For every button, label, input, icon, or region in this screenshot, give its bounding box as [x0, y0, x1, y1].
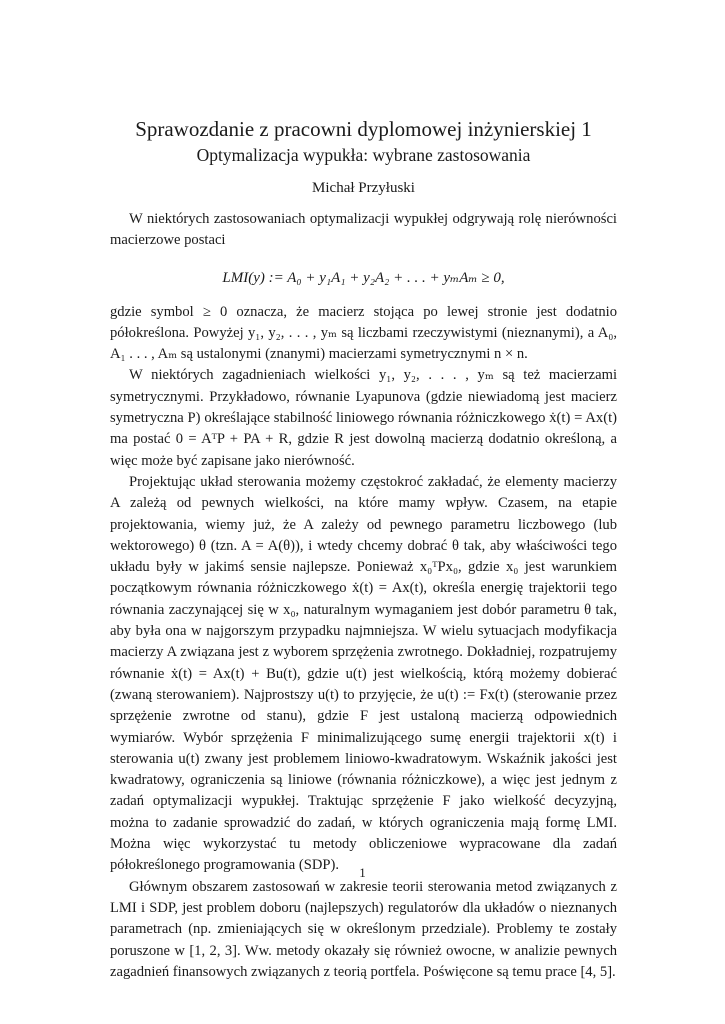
paragraph-intro: W niektórych zastosowaniach optymalizacji wypukłej odgrywają rolę nierówności macierzowe postaci — [110, 211, 617, 249]
lmi-equation: LMI(y) := A₀ + y₁A₁ + y₂A₂ + . . . + yₘAₘ ≥ 0, — [222, 269, 505, 286]
paragraph-lyapunov: W niektórych zagadnieniach wielkości y₁, y₂, . . . , yₘ są też macierzami symetrycznymi. Przykładowo, równanie Lyapunova (gdzie niewiadomą jest macierz symetryczna P) określające stabilność liniowego równania różniczkowego ẋ(t) = Ax(t) ma postać 0 = AᵀP + PA + R, gdzie R jest dowolną macierzą dodatnio określoną, a więc może być zapisane jako nierówność. — [110, 367, 617, 469]
paragraph-control-design: Projektując układ sterowania możemy częstokroć zakładać, że elementy macierzy A zależą od pewnych wielkości, na które mamy wpływ. Czasem, na etapie projektowania, wiemy już, że A zależy od pewnego parametru liczbowego (lub wektorowego) θ (tzn. A = A(θ)), i wtedy chcemy dobrać θ tak, aby właściwości tego układu były w jakimś sensie najlepsze. Ponieważ x₀ᵀPx₀, gdzie x₀ jest warunkiem początkowym równania różniczkowego ẋ(t) = Ax(t), określa energię trajektorii tego równania zaczynającej się w x₀, naturalnym wymaganiem jest dobór parametru θ tak, aby była ona w najgorszym przypadku najmniejsza. W wielu sytuacjach modyfikacja macierzy A związana jest z wyborem sprzężenia zwrotnego. Dokładniej, rozpatrujemy równanie ẋ(t) = Ax(t) + Bu(t), gdzie u(t) jest wielkością, którą możemy dobierać (zwaną sterowaniem). Najprostszy u(t) to przyjęcie, że u(t) := Fx(t) (sterowanie przez sprzężenie zwrotne od stanu), gdzie F jest ustaloną macierzą odpowiednich wymiarów. Wybór sprzężenia F minimalizującego sumę energii trajektorii x(t) i sterowania u(t) zwany jest problemem liniowo-kwadratowym. Wskaźnik jakości jest kwadratowy, ograniczenia są liniowe (równania różniczkowe), a więc jest jednym z zadań optymalizacji wypukłej. Traktując sprzężenie F jako wielkość decyzyjną, można to zadanie sprowadzić do zadań, w których ograniczenia mają formę LMI. Można więc wykorzystać tu metody obliczeniowe wypracowane dla zadań półokreślonego programowania (SDP). — [110, 473, 617, 874]
paragraph-applications: Głównym obszarem zastosowań w zakresie teorii sterowania metod związanych z LMI i SDP, jest problem doboru (najlepszych) regulatorów dla układów o nieznanych parametrach (np. zmieniających się w określonym przedziale). Problemy te zostały poruszone w [1, 2, 3]. Ww. metody okazały się również owocne, w analizie pewnych zagadnień finansowych związanych z teorią portfela. Poświęcone są temu prace [4, 5]. — [110, 878, 617, 980]
paper-subtitle: Optymalizacja wypukła: wybrane zastosowania — [196, 145, 531, 165]
paragraph-definition: gdzie symbol ≥ 0 oznacza, że macierz stojąca po lewej stronie jest dodatnio półokreślona. Powyżej y₁, y₂, . . . , yₘ są liczbami rzeczywistymi (nieznanymi), a A₀, A₁ . . . , Aₘ są ustalonymi (znanymi) macierzami symetrycznymi n × n. — [110, 303, 617, 363]
paper-title: Sprawozdanie z pracowni dyplomowej inżynierskiej 1 — [135, 117, 592, 141]
author-name: Michał Przyłuski — [312, 180, 415, 196]
page-number: 1 — [359, 865, 366, 880]
